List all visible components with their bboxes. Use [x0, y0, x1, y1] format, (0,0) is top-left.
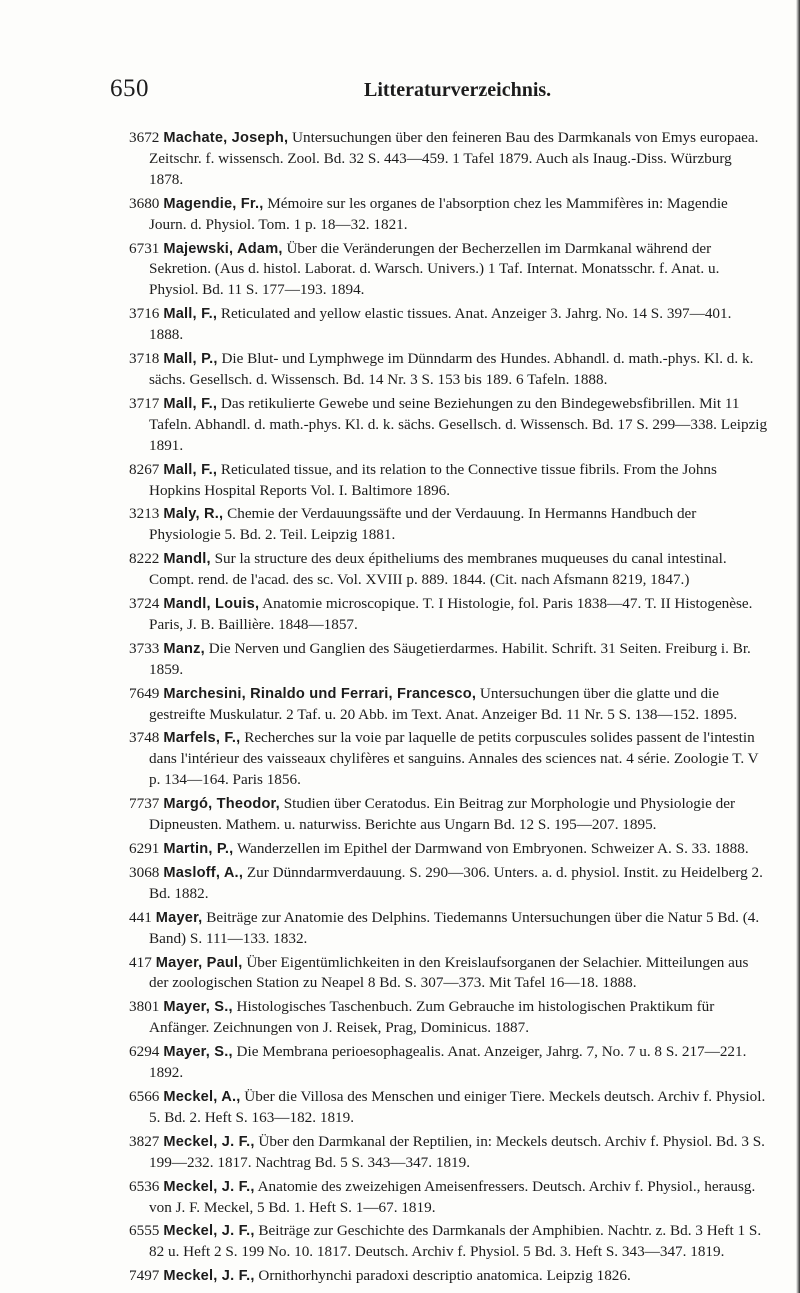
entry-number: 7497 — [129, 1267, 160, 1285]
entry-text: Über den Darmkanal der Reptilien, in: Meckels deutsch. Archiv f. Physiol. Bd. 3 S. 199—232. 1817. Nachtrag Bd. 5 S. 343—347. 1819. — [149, 1132, 765, 1171]
entry-author: Meckel, J. F., — [163, 1178, 255, 1195]
bibliography-entry — [129, 239, 769, 302]
entry-number: 3672 — [129, 129, 160, 146]
bibliography-entry — [129, 304, 769, 346]
entry-text: Reticulated and yellow elastic tissues. Anat. Anzeiger 3. Jahrg. No. 14 S. 397—401. 1888. — [149, 305, 732, 344]
entry-number: 3748 — [129, 729, 160, 747]
entry-text: Untersuchungen über den feineren Bau des Darmkanals von Emys europaea. Zeitschr. f. wissensch. Zool. Bd. 32 S. 443—459. 1 Tafel 1879. Auch als Inaug.-Diss. Würzburg 1878. — [149, 129, 759, 188]
bibliography-entry — [129, 128, 769, 191]
bibliography-entry — [129, 549, 769, 591]
page-edge-shadow — [796, 0, 800, 1293]
bibliography-list — [129, 128, 769, 1290]
entry-author: Masloff, A., — [163, 864, 244, 881]
entry-text: Die Nerven und Ganglien des Säugetierdarmes. Habilit. Schrift. 31 Seiten. Freiburg i. Br. 1859. — [149, 639, 751, 678]
entry-number: 7649 — [129, 684, 160, 702]
entry-author: Maly, R., — [163, 506, 224, 523]
entry-author: Mall, F., — [163, 306, 218, 323]
entry-author: Mall, F., — [163, 395, 218, 412]
page-header — [110, 74, 750, 110]
entry-number: 6555 — [129, 1222, 160, 1240]
entry-text: Die Blut- und Lymphwege im Dünndarm des Hundes. Abhandl. d. math.-phys. Kl. d. k. sächs. Gesellsch. d. Wissensch. Bd. 14 Nr. 3 S. 153 bis 189. 6 Tafeln. 1888. — [149, 350, 754, 388]
entry-number: 8267 — [129, 460, 160, 478]
entry-author: Mayer, S., — [163, 1044, 233, 1061]
entry-author: Meckel, A., — [163, 1088, 241, 1105]
entry-text: Anatomie des zweizehigen Ameisenfressers. Deutsch. Archiv f. Physiol., herausg. von J. F. Meckel, 5 Bd. 1. Heft S. 1—67. 1819. — [149, 1177, 756, 1216]
entry-author: Mayer, Paul, — [155, 954, 243, 971]
entry-number: 6291 — [129, 840, 160, 857]
entry-text: Reticulated tissue, and its relation to the Connective tissue fibrils. From the Johns Hopkins Hospital Reports Vol. I. Baltimore 1896. — [149, 460, 717, 499]
entry-number: 8222 — [129, 550, 160, 568]
entry-author: Mayer, S., — [163, 999, 233, 1016]
entry-author: Mandl, — [163, 551, 211, 568]
entry-author: Meckel, J. F., — [163, 1133, 255, 1150]
entry-author: Mall, F., — [163, 461, 218, 478]
running-title: Litteraturverzeichnis. — [364, 79, 552, 101]
bibliography-entry — [129, 863, 769, 905]
bibliography-entry — [129, 839, 769, 860]
bibliography-entry — [129, 953, 769, 995]
entry-author: Martin, P., — [163, 841, 234, 857]
entry-author: Meckel, J. F., — [163, 1268, 255, 1285]
entry-text: Über die Villosa des Menschen und einiger Tiere. Meckels deutsch. Archiv f. Physiol. 5. Bd. 2. Heft S. 163—182. 1819. — [149, 1087, 766, 1126]
entry-author: Meckel, J. F., — [163, 1223, 255, 1240]
entry-number: 3827 — [129, 1132, 160, 1150]
bibliography-entry — [129, 349, 769, 391]
entry-author: Mandl, Louis, — [163, 596, 260, 613]
entry-number: 3680 — [129, 194, 160, 212]
entry-number: 6294 — [129, 1043, 160, 1061]
bibliography-entry — [129, 684, 769, 726]
entry-number: 3717 — [129, 394, 160, 412]
bibliography-entry — [129, 194, 769, 236]
entry-number: 3718 — [129, 350, 160, 368]
entry-number: 417 — [129, 953, 152, 971]
entry-number: 6566 — [129, 1087, 160, 1105]
entry-text: Recherches sur la voie par laquelle de petits corpuscules solides passent de l'intestin dans l'intérieur des vaisseaux chylifères et sanguins. Annales des sciences nat. 4 série. Zoologie T. V p. 134—164. Paris 1856. — [149, 729, 759, 789]
entry-author: Margó, Theodor, — [163, 796, 280, 813]
entry-number: 3716 — [129, 305, 160, 323]
bibliography-entry — [129, 728, 769, 791]
bibliography-entry — [129, 1132, 769, 1174]
entry-number: 6536 — [129, 1177, 160, 1195]
entry-text: Chemie der Verdauungssäfte und der Verdauung. In Hermanns Handbuch der Physiologie 5. Bd. 2. Teil. Leipzig 1881. — [149, 505, 697, 544]
entry-text: Beiträge zur Geschichte des Darmkanals der Amphibien. Nachtr. z. Bd. 3 Heft 1 S. 82 u. Heft 2 S. 199 No. 10. 1817. Deutsch. Archiv f. Physiol. 5 Bd. 3. Heft S. 343—347. 1819. — [149, 1222, 762, 1261]
entry-number: 6731 — [129, 239, 160, 257]
entry-text: Histologisches Taschenbuch. Zum Gebrauche im histologischen Praktikum für Anfänger. Zeichnungen von J. Reisek, Prag, Dominicus. 1887. — [149, 998, 715, 1037]
entry-number: 441 — [129, 908, 152, 926]
page-number: 650 — [110, 75, 149, 102]
entry-number: 3724 — [129, 595, 160, 613]
entry-text: Studien über Ceratodus. Ein Beitrag zur Morphologie und Physiologie der Dipneusten. Mathem. u. naturwiss. Berichte aus Ungarn Bd. 12 S. 195—207. 1895. — [149, 795, 736, 834]
bibliography-entry — [129, 504, 769, 546]
entry-text: Die Membrana perioesophagealis. Anat. Anzeiger, Jahrg. 7, No. 7 u. 8 S. 217—221. 1892. — [149, 1043, 747, 1082]
entry-text: Anatomie microscopique. T. I Histologie, fol. Paris 1838—47. T. II Histogenèse. Paris, J. B. Baillière. 1848—1857. — [149, 595, 753, 633]
bibliography-entry — [129, 1177, 769, 1219]
bibliography-entry — [129, 639, 769, 681]
entry-author: Majewski, Adam, — [163, 240, 283, 257]
entry-number: 7737 — [129, 795, 160, 813]
entry-text: Wanderzellen im Epithel der Darmwand von Embryonen. Schweizer A. S. 33. 1888. — [236, 840, 749, 857]
bibliography-entry — [129, 1042, 769, 1084]
entry-number: 3801 — [129, 998, 160, 1016]
entry-text: Sur la structure des deux épitheliums des membranes muqueuses du canal intestinal. Compt. rend. de l'acad. des sc. Vol. XVIII p. 889. 1844. (Cit. nach Afsmann 8219, 1847.) — [149, 550, 727, 589]
bibliography-entry — [129, 1087, 769, 1129]
entry-author: Marchesini, Rinaldo und Ferrari, Francesco, — [163, 685, 477, 702]
entry-author: Marfels, F., — [163, 730, 241, 747]
bibliography-entry — [129, 908, 769, 950]
bibliography-entry — [129, 594, 769, 636]
entry-author: Magendie, Fr., — [163, 195, 264, 212]
entry-author: Machate, Joseph, — [163, 130, 289, 146]
entry-text: Über die Veränderungen der Becherzellen im Darmkanal während der Sekretion. (Aus d. histol. Laborat. d. Warsch. Univers.) 1 Taf. Internat. Monatsschr. f. Anat. u. Physiol. Bd. 11 S. 177—193. 1894. — [149, 239, 720, 299]
entry-text: Über Eigentümlichkeiten in den Kreislaufsorganen der Selachier. Mitteilungen aus der zoologischen Station zu Neapel 8 Bd. S. 307—373. Mit Tafel 16—18. 1888. — [149, 953, 749, 992]
entry-text: Zur Dünndarmverdauung. S. 290—306. Unters. a. d. physiol. Instit. zu Heidelberg 2. Bd. 1882. — [149, 863, 763, 902]
bibliography-entry — [129, 394, 769, 457]
entry-text: Untersuchungen über die glatte und die gestreifte Muskulatur. 2 Taf. u. 20 Abb. im Text. Anat. Anzeiger Bd. 11 Nr. 5 S. 138—152. 1895. — [149, 684, 738, 723]
entry-number: 3068 — [129, 863, 160, 881]
bibliography-entry — [129, 1266, 769, 1287]
bibliography-entry — [129, 1221, 769, 1263]
entry-text: Beiträge zur Anatomie des Delphins. Tiedemanns Untersuchungen über die Natur 5 Bd. (4. Band) S. 111—133. 1832. — [149, 908, 760, 947]
entry-number: 3733 — [129, 639, 160, 657]
entry-number: 3213 — [129, 505, 160, 523]
entry-author: Mall, P., — [163, 351, 218, 368]
bibliography-entry — [129, 460, 769, 502]
bibliography-entry — [129, 997, 769, 1039]
entry-author: Mayer, — [155, 909, 203, 926]
entry-text: Mémoire sur les organes de l'absorption chez les Mammifères in: Magendie Journ. d. Physiol. Tom. 1 p. 18—32. 1821. — [149, 194, 728, 233]
entry-author: Manz, — [163, 640, 205, 657]
entry-text: Ornithorhynchi paradoxi descriptio anatomica. Leipzig 1826. — [258, 1267, 631, 1285]
entry-text: Das retikulierte Gewebe und seine Beziehungen zu den Bindegewebsfibrillen. Mit 11 Tafeln. Abhandl. d. math.-phys. Kl. d. k. sächs. Gesellsch. d. Wissensch. Bd. 17 S. 299—338. Leipzig 1891. — [149, 394, 768, 454]
bibliography-entry — [129, 794, 769, 836]
